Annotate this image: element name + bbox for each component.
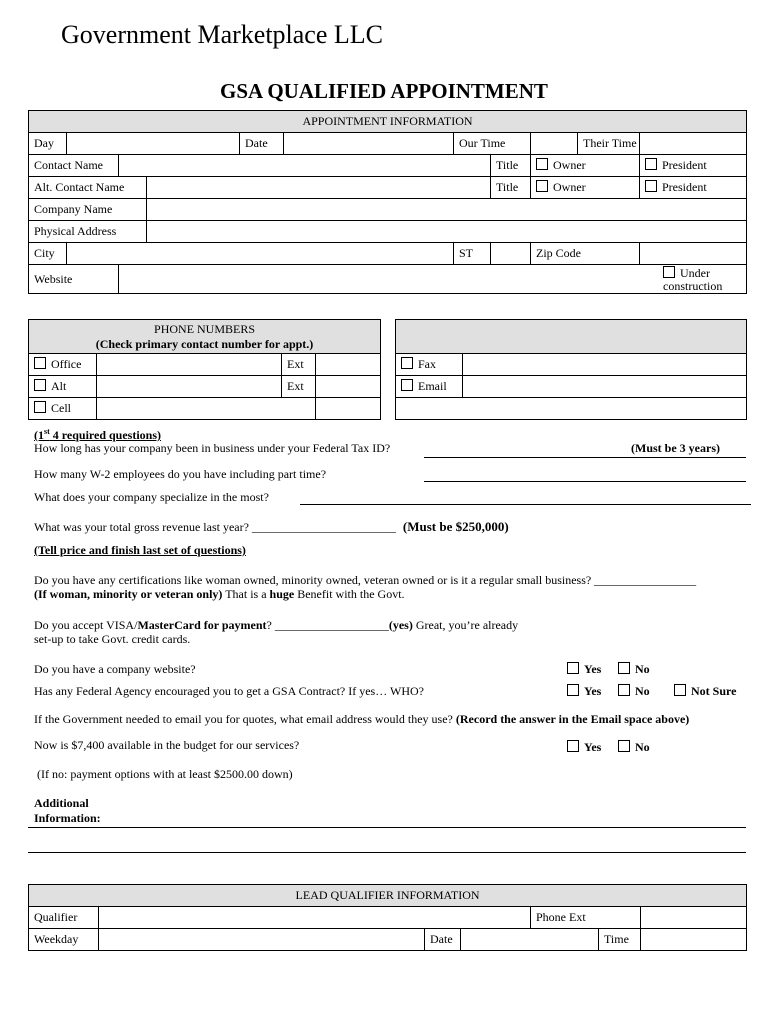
fax-option[interactable]: Fax <box>396 354 463 376</box>
additional-info-line[interactable] <box>28 852 746 853</box>
lead-date-label: Date <box>425 929 461 951</box>
alt-option[interactable]: Alt <box>29 376 97 398</box>
our-time-field[interactable] <box>531 133 578 155</box>
checkbox-icon[interactable] <box>401 379 413 391</box>
day-label: Day <box>29 133 67 155</box>
cell-option[interactable]: Cell <box>29 398 97 420</box>
time-field[interactable] <box>641 929 747 951</box>
their-time-field[interactable] <box>640 133 747 155</box>
day-field[interactable] <box>67 133 240 155</box>
question-email: If the Government needed to email you for quotes, what email address would they use? (Record the answer in the Email space above) <box>34 712 690 726</box>
office-ext-field[interactable] <box>316 354 381 376</box>
city-field[interactable] <box>67 243 454 265</box>
checkbox-icon[interactable] <box>674 684 686 696</box>
under-construction-option[interactable]: Under construction <box>663 266 723 293</box>
question-federal-agency: Has any Federal Agency encouraged you to get a GSA Contract? If yes… WHO? <box>34 684 424 698</box>
alt-contact-label: Alt. Contact Name <box>29 177 147 199</box>
checkbox-icon[interactable] <box>645 158 657 170</box>
company-name: Government Marketplace LLC <box>61 20 383 49</box>
agency-no-option[interactable]: No <box>618 684 650 699</box>
owner-option[interactable]: Owner <box>531 155 640 177</box>
document-title: GSA QUALIFIED APPOINTMENT <box>220 79 548 103</box>
city-label: City <box>29 243 67 265</box>
alt-owner-option[interactable]: Owner <box>531 177 640 199</box>
website-label: Website <box>29 265 119 294</box>
budget-no-option[interactable]: No <box>618 740 650 755</box>
answer-line[interactable] <box>424 457 746 458</box>
st-label: ST <box>454 243 491 265</box>
title-label: Title <box>491 155 531 177</box>
checkbox-icon[interactable] <box>645 180 657 192</box>
tell-price-note: (Tell price and finish last set of questions) <box>34 543 246 557</box>
agency-yes-option[interactable]: Yes <box>567 684 601 699</box>
weekday-field[interactable] <box>99 929 425 951</box>
appointment-heading: APPOINTMENT INFORMATION <box>29 111 747 133</box>
fax-email-heading <box>396 320 747 354</box>
question-certifications: Do you have any certifications like woman owned, minority owned, veteran owned or is it a regular small business? _________________ <box>34 573 697 587</box>
alt-president-option[interactable]: President <box>640 177 747 199</box>
zip-field[interactable] <box>640 243 747 265</box>
checkbox-icon[interactable] <box>401 357 413 369</box>
fax-field[interactable] <box>463 354 747 376</box>
their-time-label: Their Time <box>578 133 640 155</box>
cell-blank <box>316 398 381 420</box>
checkbox-icon[interactable] <box>536 158 548 170</box>
alt-contact-field[interactable] <box>147 177 491 199</box>
ext-label: Ext <box>282 376 316 398</box>
phone-ext-field[interactable] <box>641 907 747 929</box>
date-label: Date <box>240 133 284 155</box>
checkbox-icon[interactable] <box>618 740 630 752</box>
company-name-label: Company Name <box>29 199 147 221</box>
blank-row <box>396 398 747 420</box>
cell-field[interactable] <box>97 398 316 420</box>
our-time-label: Our Time <box>454 133 531 155</box>
phone-table <box>28 319 381 420</box>
qualifier-field[interactable] <box>99 907 531 929</box>
checkbox-icon[interactable] <box>618 684 630 696</box>
st-field[interactable] <box>491 243 531 265</box>
alt-ext-field[interactable] <box>316 376 381 398</box>
ext-label: Ext <box>282 354 316 376</box>
fax-email-table <box>395 319 747 420</box>
additional-information-label: Additional Information: <box>34 796 101 825</box>
budget-yes-option[interactable]: Yes <box>567 740 601 755</box>
checkbox-icon[interactable] <box>34 379 46 391</box>
time-label: Time <box>599 929 641 951</box>
question-credit-cards: Do you accept VISA/MasterCard for payment? ___________________(yes) Great, you’re already <box>34 618 519 632</box>
email-option[interactable]: Email <box>396 376 463 398</box>
payment-options-note: (If no: payment options with at least $2500.00 down) <box>37 767 293 781</box>
phone-heading: PHONE NUMBERS (Check primary contact number for appt.) <box>29 320 381 354</box>
answer-line[interactable] <box>424 481 746 482</box>
lead-qualifier-heading: LEAD QUALIFIER INFORMATION <box>29 885 747 907</box>
website-no-option[interactable]: No <box>618 662 650 677</box>
checkbox-icon[interactable] <box>618 662 630 674</box>
alt-phone-field[interactable] <box>97 376 282 398</box>
zip-label: Zip Code <box>531 243 640 265</box>
question-budget: Now is $7,400 available in the budget for our services? <box>34 738 300 752</box>
contact-name-field[interactable] <box>119 155 491 177</box>
question-website: Do you have a company website? <box>34 662 196 676</box>
checkbox-icon[interactable] <box>567 740 579 752</box>
office-field[interactable] <box>97 354 282 376</box>
checkbox-icon[interactable] <box>567 662 579 674</box>
email-field[interactable] <box>463 376 747 398</box>
question-employees: How many W-2 employees do you have including part time? <box>34 467 327 481</box>
certification-note: (If woman, minority or veteran only) That is a huge Benefit with the Govt. <box>34 587 405 601</box>
appointment-table <box>28 110 747 294</box>
question-business-years: How long has your company been in business under your Federal Tax ID? <box>34 441 391 455</box>
website-yes-option[interactable]: Yes <box>567 662 601 677</box>
qualifier-label: Qualifier <box>29 907 99 929</box>
additional-info-line[interactable] <box>28 827 746 828</box>
president-option[interactable]: President <box>640 155 747 177</box>
address-field[interactable] <box>147 221 747 243</box>
contact-name-label: Contact Name <box>29 155 119 177</box>
alt-title-label: Title <box>491 177 531 199</box>
credit-cards-note: set-up to take Govt. credit cards. <box>34 632 191 646</box>
lead-qualifier-table <box>28 884 747 951</box>
weekday-label: Weekday <box>29 929 99 951</box>
answer-line[interactable] <box>300 504 751 505</box>
lead-date-field[interactable] <box>461 929 599 951</box>
checkbox-icon[interactable] <box>536 180 548 192</box>
checkbox-icon[interactable] <box>34 401 46 413</box>
website-field[interactable] <box>119 265 747 294</box>
checkbox-icon[interactable] <box>663 266 675 278</box>
checkbox-icon[interactable] <box>34 357 46 369</box>
office-option[interactable]: Office <box>29 354 97 376</box>
phone-ext-label: Phone Ext <box>531 907 641 929</box>
checkbox-icon[interactable] <box>567 684 579 696</box>
question-specialize: What does your company specialize in the most? <box>34 490 269 504</box>
company-name-field[interactable] <box>147 199 747 221</box>
question-revenue: What was your total gross revenue last year? ________________________ (Must be $250,000) <box>34 519 509 534</box>
agency-not-sure-option[interactable]: Not Sure <box>674 684 736 699</box>
date-field[interactable] <box>284 133 454 155</box>
address-label: Physical Address <box>29 221 147 243</box>
required-questions-heading: (1st 4 required questions) <box>34 427 162 442</box>
note-3-years: (Must be 3 years) <box>631 441 720 455</box>
